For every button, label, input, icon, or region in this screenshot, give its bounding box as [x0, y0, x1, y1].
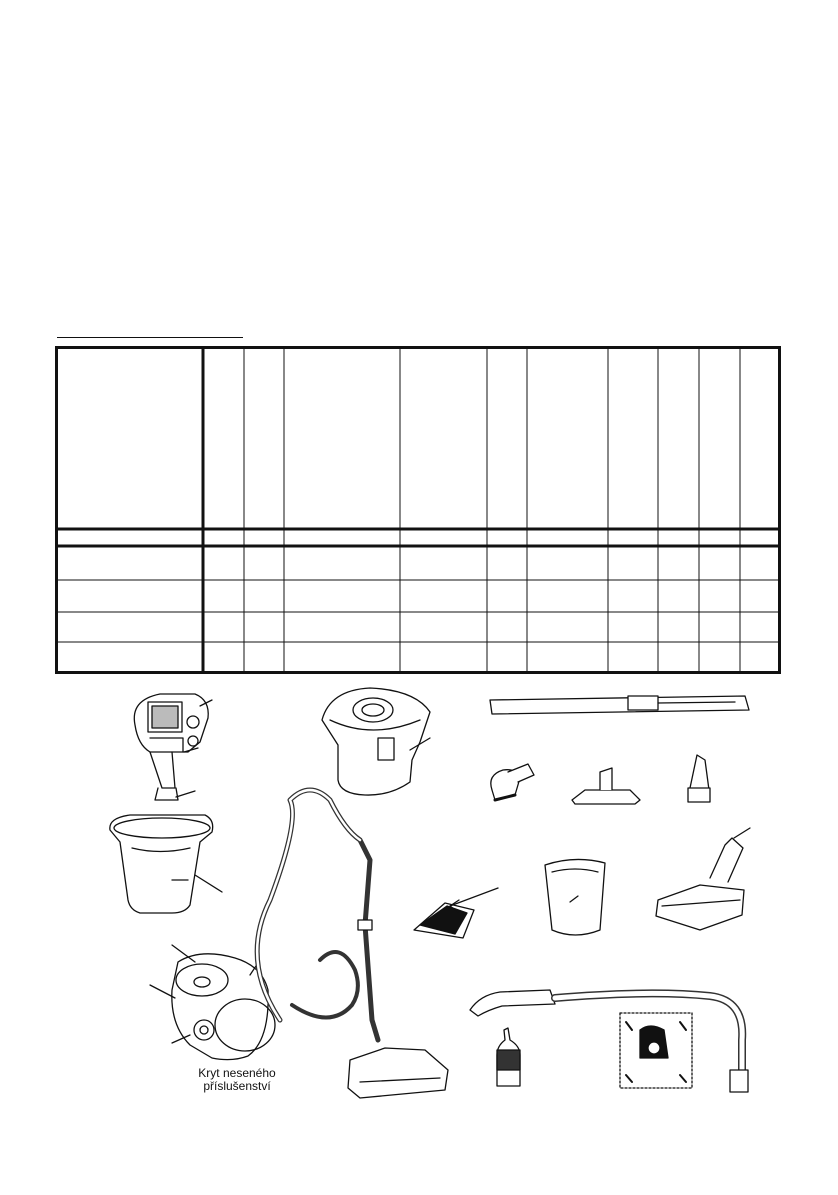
turbo-brush	[656, 828, 750, 930]
detergent-bottle	[497, 1028, 520, 1086]
section-heading-underline	[57, 337, 243, 338]
caption-line-1: Kryt neseného	[198, 1066, 276, 1080]
accessory-cover-caption	[182, 1067, 292, 1093]
model-comparison-table	[55, 346, 781, 674]
upholstery-nozzle	[572, 768, 640, 804]
cyclone-filter-unit	[134, 694, 212, 800]
dust-bag	[620, 1013, 692, 1088]
crevice-nozzle	[688, 755, 710, 802]
telescopic-tube	[490, 696, 749, 714]
caption-line-2: příslušenství	[203, 1079, 271, 1093]
hose-and-floor-nozzle	[257, 790, 448, 1098]
accessories-illustration	[0, 680, 838, 1190]
vacuum-cleaner-body	[322, 688, 430, 795]
dust-container	[110, 815, 222, 913]
spare-container	[545, 859, 605, 935]
filter-sponge	[414, 888, 498, 938]
dusting-brush	[491, 764, 534, 800]
table-grid	[58, 349, 778, 671]
